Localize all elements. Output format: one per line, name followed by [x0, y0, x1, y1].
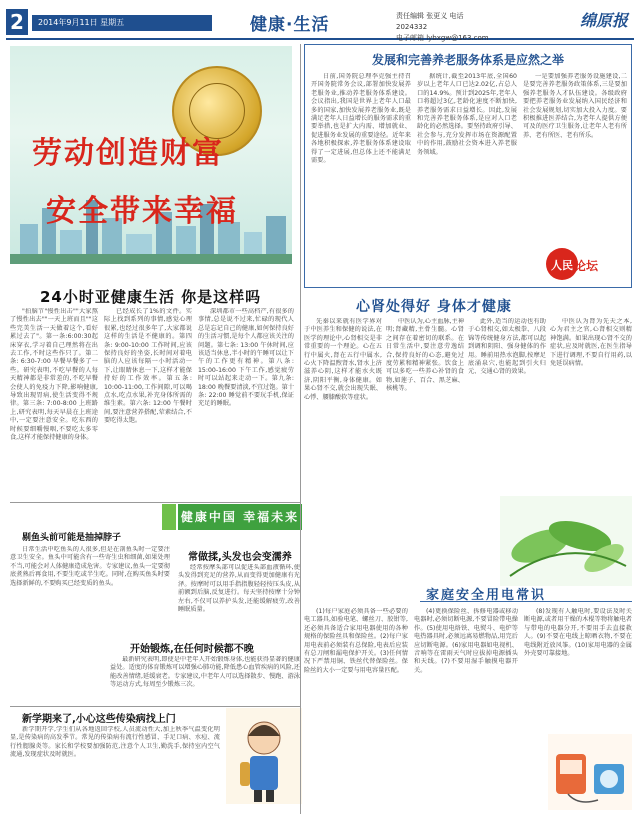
mental-column-4: 中医认为肾为先天之本,心为君主之官,心肾相交则精神饱满。如果出现心肾不交的症状,应及时就医,在医生指导下进行调理,不要自行用药,以免延误病情。 — [550, 318, 632, 368]
mental-column-1: 先秦以来就有医学界对于中医养生和保健的说法,在医学的理论中,心肾相交是非常重要的一个理论。心在五行中属火,肾在五行中属水,心火下降温煦肾水,肾水上济滋养心阴,这样才能水火既济,阴阳平衡,身体健康。如果心肾不交,就会出现失眠、心悸、腰膝酸软等症状。 — [304, 318, 382, 401]
family-column-1: (1)每户家庭必须具备一些必要的电工器具,如验电笔、螺丝刀、胶钳等,还必须具备适合家用电器使用的各种规格的保险丝具和保险丝。(2)每户家用电表前必须装有总保险,电表后应装有总刀闸和漏电保护开关。(3)任何情况下严禁用铜、铁丝代替保险丝。保险丝的大小一定要与用电容量匹配。 — [304, 608, 408, 674]
fish-column: 日常生活中吃鱼头的人很多,但是在剖鱼头时一定要注意卫生安全。鱼头中可能含有一些寄生虫和细菌,如果处理不当,可能会对人体健康造成危害。专家建议,鱼头一定要彻底煮熟后再食用,不要生吃或半生吃。同时,在购买鱼头时要选择新鲜的,不要购买已经变质的鱼头。 — [10, 546, 170, 587]
family-column-3: (8)发现有人触电时,要设法及时关断电源,或者用干燥的木棍等物将触电者与带电的电器分开,不要用手去直接救人。(9)不要在电线上晾晒衣物,不要在电线附近放风筝。(10)家用电器的金属外壳要可靠接地。 — [524, 608, 632, 658]
column-divider — [300, 44, 301, 814]
section-divider — [10, 502, 300, 503]
green-banner-accent — [162, 504, 176, 530]
pension-column-1: 日前,国务院总理李克强主持召开国务院常务会议,部署加快发展养老服务业,推动养老服务体系建设。会议指出,我国是世界上老年人口最多的国家,加快发展养老服务业,既是满足老年人日益增长的服务需求的重要举措,也是扩大内需、增加就业、促进服务业发展的重要途径。近年来各地积极探索,养老服务体系建设取得了一定进展,但总体上还不能满足需要。 — [311, 73, 411, 165]
green-leaf-image — [500, 496, 632, 586]
svg-text:论坛: 论坛 — [573, 259, 599, 273]
mental-column-3: 此外,适当的运动也有助于心肾相交,如太极拳、八段锦等传统健身方法,都可以起到调和阴阳、强身健体的作用。睡前用热水泡脚,按摩足底涌泉穴,也能起到引火归元、交通心肾的效果。 — [468, 318, 546, 376]
feature-column-1: "拍脑节"慢性出击""大家熬了慢性出去""一天上班而且""这些完美生活一天做着这个,看好累过去了"。第一条:6:00:30起床穿衣,学习着自己理然将在出去工作,不时这些作只了。第二条: 6:30-7:00 早餐早餐多了一些。研究表明,不吃早餐的人每天精神都是非常差的,不吃早餐会使人的免疫力下降,影响健康,导致出现胃病,使生活变得不规律。第三条: 7:00-8:00 上班路上,研究表明,每天早晨在上班途中,一定要注意安全。吃东西的时候要细嚼慢咽,不要吃太多零食,这样才能保持健康的身体。 — [10, 308, 98, 442]
feature-column-2: 已经成长了1%的文件。实际上找到系列的事情,感觉心理很累,也经过很多年了,大家都说这样的生活是不健康的。第四条: 9:00-10:00 工作时间,应该保持良好的坐姿,长时间对着电脑的人应该每隔一小时活动一下,让眼睛休息一下,这样才能保持好的工作效率。第五条: 10:00-11:00,工作间隙,可以喝点水,吃点水果,补充身体所需的维生素。第六条: 12:00 午餐时间,要注意营养搭配,荤素结合,不要吃得太饱。 — [104, 308, 192, 425]
exercise-column: 最新研究表明,即使是中老年人开始锻炼身体,也能获得显著的健康益处。适度的体育锻炼可以增强心肺功能,降低患心血管疾病的风险,还能改善情绪,延缓衰老。专家建议,中老年人可以选择散步、慢跑、游泳等运动方式,每周至少锻炼三次。 — [110, 656, 300, 689]
pension-headline: 发展和完善养老服务体系是应然之举 — [371, 53, 564, 67]
email-line: 电子邮箱 lybxgw@163.com — [396, 34, 489, 42]
green-banner: 健康中国 幸福未来 — [178, 504, 302, 530]
date-line: 2014年9月11日 星期五 — [32, 15, 212, 31]
paper-logo: 绵原报 — [579, 11, 628, 30]
cold-column: 经常按摩头部可以促进头部血液循环,使头发得到充足的营养,从而变得更加健康有光泽。按摩时可以用手指指腹轻轻按压头皮,从前额到后脑,反复进行。每天坚持按摩十分钟左右,不仅可以养护头发,还能缓解疲劳,改善睡眠质量。 — [178, 564, 300, 614]
banner-slogan-1: 劳动创造财富 — [32, 136, 224, 171]
school-column: 新学期开学,学生们从各地返回学校,人员流动性大,加上秋季气温变化明显,是传染病的高发季节。常见的传染病有流行性感冒、手足口病、水痘、流行性腮腺炎等。家长和学校要加强防范,注意个人卫生,勤洗手,保持室内空气流通,发现症状及时就医。 — [10, 726, 220, 759]
masthead — [6, 6, 634, 40]
pension-column-3: 一是要加强养老服务设施建设,二是要完善养老服务政策体系,三是要加强养老服务人才队伍建设。各级政府要把养老服务业发展纳入国民经济和社会发展规划,切实加大投入力度。要积极推进医养结合,为老年人提供方便可及的医疗卫生服务,让老年人老有所养、老有所医、老有所乐。 — [523, 73, 627, 139]
mental-headline: 心肾处得好 身体才健康 — [356, 299, 512, 315]
pension-column-2: 据统计,截至2013年底,全国60岁以上老年人口已达2.02亿,占总人口的14.9%。预计到2025年,老年人口将超过3亿,老龄化速度不断加快,养老服务需求日益增长。因此,发展和完善养老服务体系,是应对人口老龄化的必然选择。要坚持政府引导、社会参与,充分发挥市场在资源配置中的作用,鼓励社会资本进入养老服务领域。 — [417, 73, 517, 156]
appliance-image — [548, 734, 632, 810]
school-headline: 新学期来了,小心这些传染病找上门 — [22, 714, 176, 725]
section-divider — [10, 706, 300, 707]
exercise-headline: 开始锻炼,在任何时候都不晚 — [130, 644, 254, 655]
editor-info — [396, 11, 496, 44]
section-title: 健康·生活 — [250, 15, 330, 35]
family-headline: 家庭安全用电常识 — [426, 588, 547, 603]
safety-banner — [10, 46, 292, 264]
editor-line: 责任编辑 张更义 电话 2024332 — [396, 12, 464, 31]
feature-headline: 24小时亚健康生活 你是这样吗 — [40, 288, 262, 306]
svg-text:人民: 人民 — [551, 259, 573, 272]
feature-column-3: 深圳都市一些高档产,有很多的事情,总是说不过来,忙碌的现代人总是忘记自己的健康,如何保持良好的生活习惯,是每个人都应该关注的问题。第七条: 13:00 午休时间,应该适当休息,半小时的午睡可以让下午的工作更有精神。第八条: 15:00-16:00 下午工作,感觉疲劳时可以站起来走动一下。第九条: 18:00 晚餐要清淡,不宜过饱。第十条: 22:00 睡觉前不要玩手机,保证充足的睡眠。 — [198, 308, 294, 408]
cold-headline: 常做揉,头发也会变濡养 — [188, 552, 292, 563]
family-column-2: (4)更换保险丝、拆修电器或移动电器时,必须切断电源,不要冒险带电操作。(5)使用电烙铁、电熨斗、电炉等电热器具时,必须远离易燃物品,用完后应切断电源。(6)家用电器如电视机、音响等在雷雨天气时应拔掉电源插头和天线。(7)不要用湿手触摸电器开关。 — [414, 608, 518, 674]
student-cartoon-image — [226, 708, 302, 804]
forum-badge-image — [540, 244, 600, 284]
banner-slogan-2: 安全带来幸福 — [46, 194, 238, 229]
mental-column-2: 中医认为,心主血脉,主神明;肾藏精,主骨生髓。心肾之间存在着密切的联系。在日常生活中,要注意劳逸结合,保持良好的心态,避免过度劳累和精神紧张。饮食上可以多吃一些养心补肾的食物,如莲子、百合、黑芝麻、核桃等。 — [386, 318, 464, 393]
fish-headline: 剔鱼头前可能是抽掉脖子 — [22, 533, 122, 543]
page-number: 2 — [6, 9, 28, 35]
